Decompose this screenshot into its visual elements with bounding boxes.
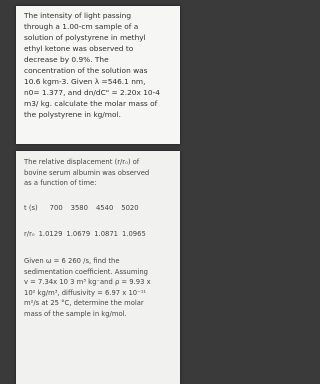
- question-card-light-scattering: [16, 6, 180, 144]
- text-line: as a function of time:: [24, 179, 97, 188]
- text-line: concentration of the solution was: [24, 66, 148, 75]
- text-line: v = 7.34x 10 3 m³ kg⁻and ρ = 9.93 x: [24, 278, 151, 287]
- ratio-value: 1.0129: [38, 230, 63, 239]
- time-value: 5020: [121, 203, 139, 212]
- text-line: Given ω = 6 260 /s, find the: [24, 256, 120, 265]
- text-line: n0= 1.377, and dn/dC" = 2.20x 10-4: [24, 88, 160, 97]
- time-row: [24, 203, 174, 214]
- text-line: 10.6 kgm-3. Given λ =546.1 nm,: [24, 77, 146, 86]
- text-line: m3/ kg. calculate the molar mass of: [24, 99, 158, 108]
- text-line: sedimentation coefficient. Assuming: [24, 267, 148, 276]
- time-value: 3580: [70, 203, 88, 212]
- text-line: 10² kg/m³, diffusivity = 6.97 x 10⁻¹¹: [24, 288, 147, 297]
- ratio-value: 1.0679: [66, 230, 91, 239]
- question-text-sedimentation: [24, 256, 174, 320]
- text-line: through a 1.00-cm sample of a: [24, 22, 139, 31]
- text-line: the polystyrene in kg/mol.: [24, 110, 121, 119]
- ratio-value: 1.0871: [94, 230, 118, 239]
- text-line: mass of the sample in kg/mol.: [24, 309, 127, 318]
- text-line: m²/s at 25 °C, determine the molar: [24, 299, 144, 308]
- text-line: The relative displacement (r/r₀) of: [24, 158, 140, 166]
- intro-text: [24, 157, 174, 189]
- ratio-value: 1.0965: [122, 230, 146, 239]
- ratio-row: [24, 229, 174, 240]
- time-label: t (s): [24, 203, 38, 212]
- text-line: The intensity of light passing: [24, 11, 132, 20]
- text-line: ethyl ketone was observed to: [24, 44, 134, 53]
- text-line: solution of polystyrene in methyl: [24, 33, 146, 42]
- time-value: 4540: [95, 203, 114, 212]
- question-card-sedimentation: [16, 151, 180, 384]
- question-text-light-scattering: [24, 10, 174, 120]
- text-line: bovine serum albumin was observed: [24, 168, 150, 177]
- time-value: 700: [49, 203, 63, 212]
- text-line: decrease by 0.9%. The: [24, 55, 109, 64]
- ratio-label: r/r₀: [24, 230, 35, 239]
